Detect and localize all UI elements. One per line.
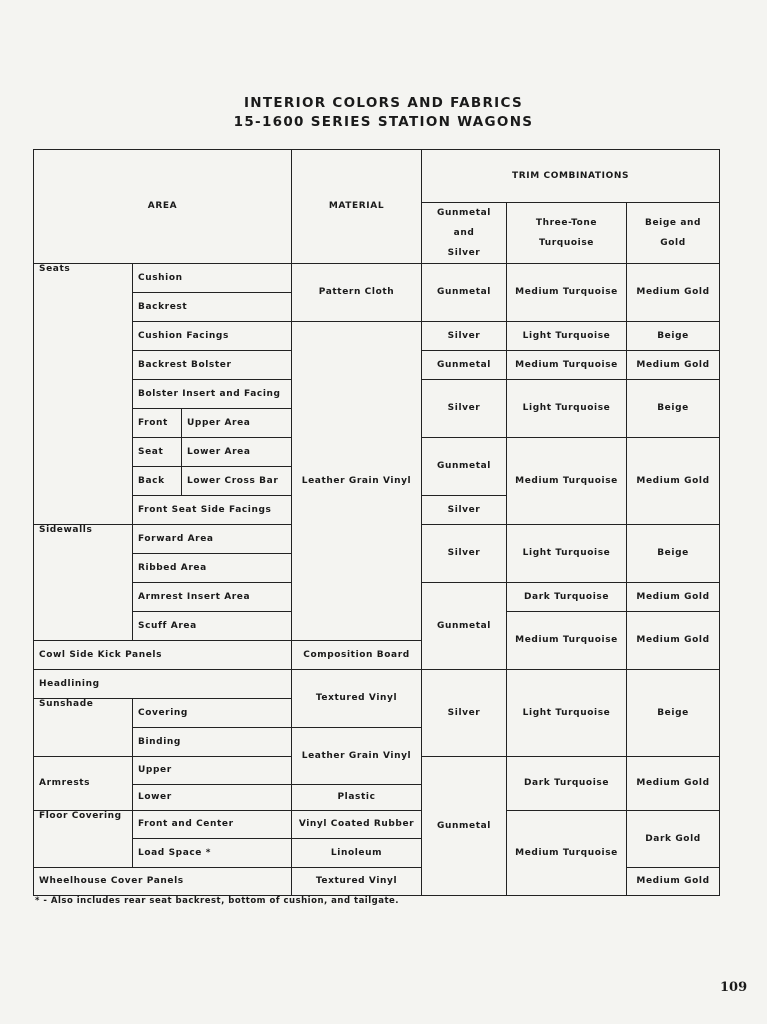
area-cowl-side-kick-panels: Cowl Side Kick Panels (34, 641, 292, 670)
area-lower-cross-bar: Lower Cross Bar (182, 467, 292, 496)
area-cushion: Cushion (133, 264, 292, 293)
color-cell: Silver (422, 525, 507, 583)
color-cell: Beige (627, 670, 720, 757)
interior-colors-table (33, 149, 720, 896)
material-composition-board: Composition Board (292, 641, 422, 670)
material-leather-grain-vinyl-2: Leather Grain Vinyl (292, 728, 422, 785)
color-cell: Medium Gold (627, 757, 720, 811)
trim-col2-line1: Three-Tone (535, 218, 598, 228)
color-cell: Medium Turquoise (507, 438, 627, 525)
area-front-seat-side-facings: Front Seat Side Facings (133, 496, 292, 525)
area-backrest: Backrest (133, 293, 292, 322)
color-cell: Light Turquoise (507, 525, 627, 583)
page-number: 109 (720, 980, 748, 995)
color-cell: Medium Gold (627, 351, 720, 380)
material-pattern-cloth: Pattern Cloth (292, 264, 422, 322)
color-cell: Medium Gold (627, 868, 720, 896)
area-seats: Seats (34, 264, 133, 525)
material-leather-grain-vinyl: Leather Grain Vinyl (292, 322, 422, 641)
trim-col1-line2: Silver (447, 248, 481, 258)
color-cell: Gunmetal (422, 264, 507, 322)
area-load-space: Load Space * (133, 839, 292, 868)
color-cell: Gunmetal (422, 583, 507, 670)
trim-col3-line1: Beige and (645, 218, 702, 228)
area-lower: Lower (133, 785, 292, 811)
color-cell: Medium Gold (627, 264, 720, 322)
color-cell: Medium Gold (627, 438, 720, 525)
color-cell: Silver (422, 496, 507, 525)
area-ribbed-area: Ribbed Area (133, 554, 292, 583)
material-textured-vinyl-2: Textured Vinyl (292, 868, 422, 896)
color-cell: Silver (422, 380, 507, 438)
material-textured-vinyl: Textured Vinyl (292, 670, 422, 728)
area-armrest-insert: Armrest Insert Area (133, 583, 292, 612)
color-cell: Medium Gold (627, 612, 720, 670)
color-cell: Beige (627, 322, 720, 351)
color-cell: Beige (627, 380, 720, 438)
color-cell: Dark Turquoise (507, 583, 627, 612)
color-cell: Light Turquoise (507, 670, 627, 757)
color-cell: Medium Turquoise (507, 811, 627, 896)
color-cell: Dark Gold (627, 811, 720, 868)
trim-col-beige-gold (627, 203, 720, 264)
trim-col-gunmetal-silver (422, 203, 507, 264)
trim-col3-line2: Gold (660, 238, 686, 248)
color-cell: Silver (422, 670, 507, 757)
color-cell: Medium Turquoise (507, 264, 627, 322)
material-linoleum: Linoleum (292, 839, 422, 868)
area-cushion-facings: Cushion Facings (133, 322, 292, 351)
area-sunshade: Sunshade (34, 699, 133, 757)
color-cell: Gunmetal (422, 351, 507, 380)
area-front: Front (133, 409, 182, 438)
area-lower-area: Lower Area (182, 438, 292, 467)
area-headlining: Headlining (34, 670, 292, 699)
material-header: MATERIAL (292, 150, 422, 264)
area-seat: Seat (133, 438, 182, 467)
color-cell: Beige (627, 525, 720, 583)
area-forward-area: Forward Area (133, 525, 292, 554)
page-title-line-2: 15-1600 SERIES STATION WAGONS (233, 114, 534, 130)
area-scuff-area: Scuff Area (133, 612, 292, 641)
area-wheelhouse-cover-panels: Wheelhouse Cover Panels (34, 868, 292, 896)
trim-combinations-header: TRIM COMBINATIONS (422, 150, 720, 203)
trim-col-three-tone-turquoise (507, 203, 627, 264)
color-cell: Light Turquoise (507, 322, 627, 351)
trim-col2-line2: Turquoise (539, 238, 594, 248)
area-header: AREA (34, 150, 292, 264)
area-backrest-bolster: Backrest Bolster (133, 351, 292, 380)
material-vinyl-coated-rubber: Vinyl Coated Rubber (292, 811, 422, 839)
area-floor-covering: Floor Covering (34, 811, 133, 868)
color-cell: Medium Gold (627, 583, 720, 612)
material-plastic: Plastic (292, 785, 422, 811)
area-back: Back (133, 467, 182, 496)
area-bolster-insert: Bolster Insert and Facing (133, 380, 292, 409)
color-cell: Medium Turquoise (507, 612, 627, 670)
area-upper: Upper (133, 757, 292, 785)
area-upper-area: Upper Area (182, 409, 292, 438)
page-title-line-1: INTERIOR COLORS AND FABRICS (243, 95, 523, 111)
area-binding: Binding (133, 728, 292, 757)
color-cell: Light Turquoise (507, 380, 627, 438)
footnote: * - Also includes rear seat backrest, bottom of cushion, and tailgate. (35, 896, 400, 906)
color-cell: Dark Turquoise (507, 757, 627, 811)
area-sidewalls: Sidewalls (34, 525, 133, 641)
color-cell: Medium Turquoise (507, 351, 627, 380)
area-covering: Covering (133, 699, 292, 728)
area-front-and-center: Front and Center (133, 811, 292, 839)
trim-col1-line1: Gunmetal and (437, 208, 491, 238)
color-cell: Silver (422, 322, 507, 351)
color-cell: Gunmetal (422, 438, 507, 496)
area-armrests: Armrests (34, 757, 133, 811)
color-cell: Gunmetal (422, 757, 507, 896)
